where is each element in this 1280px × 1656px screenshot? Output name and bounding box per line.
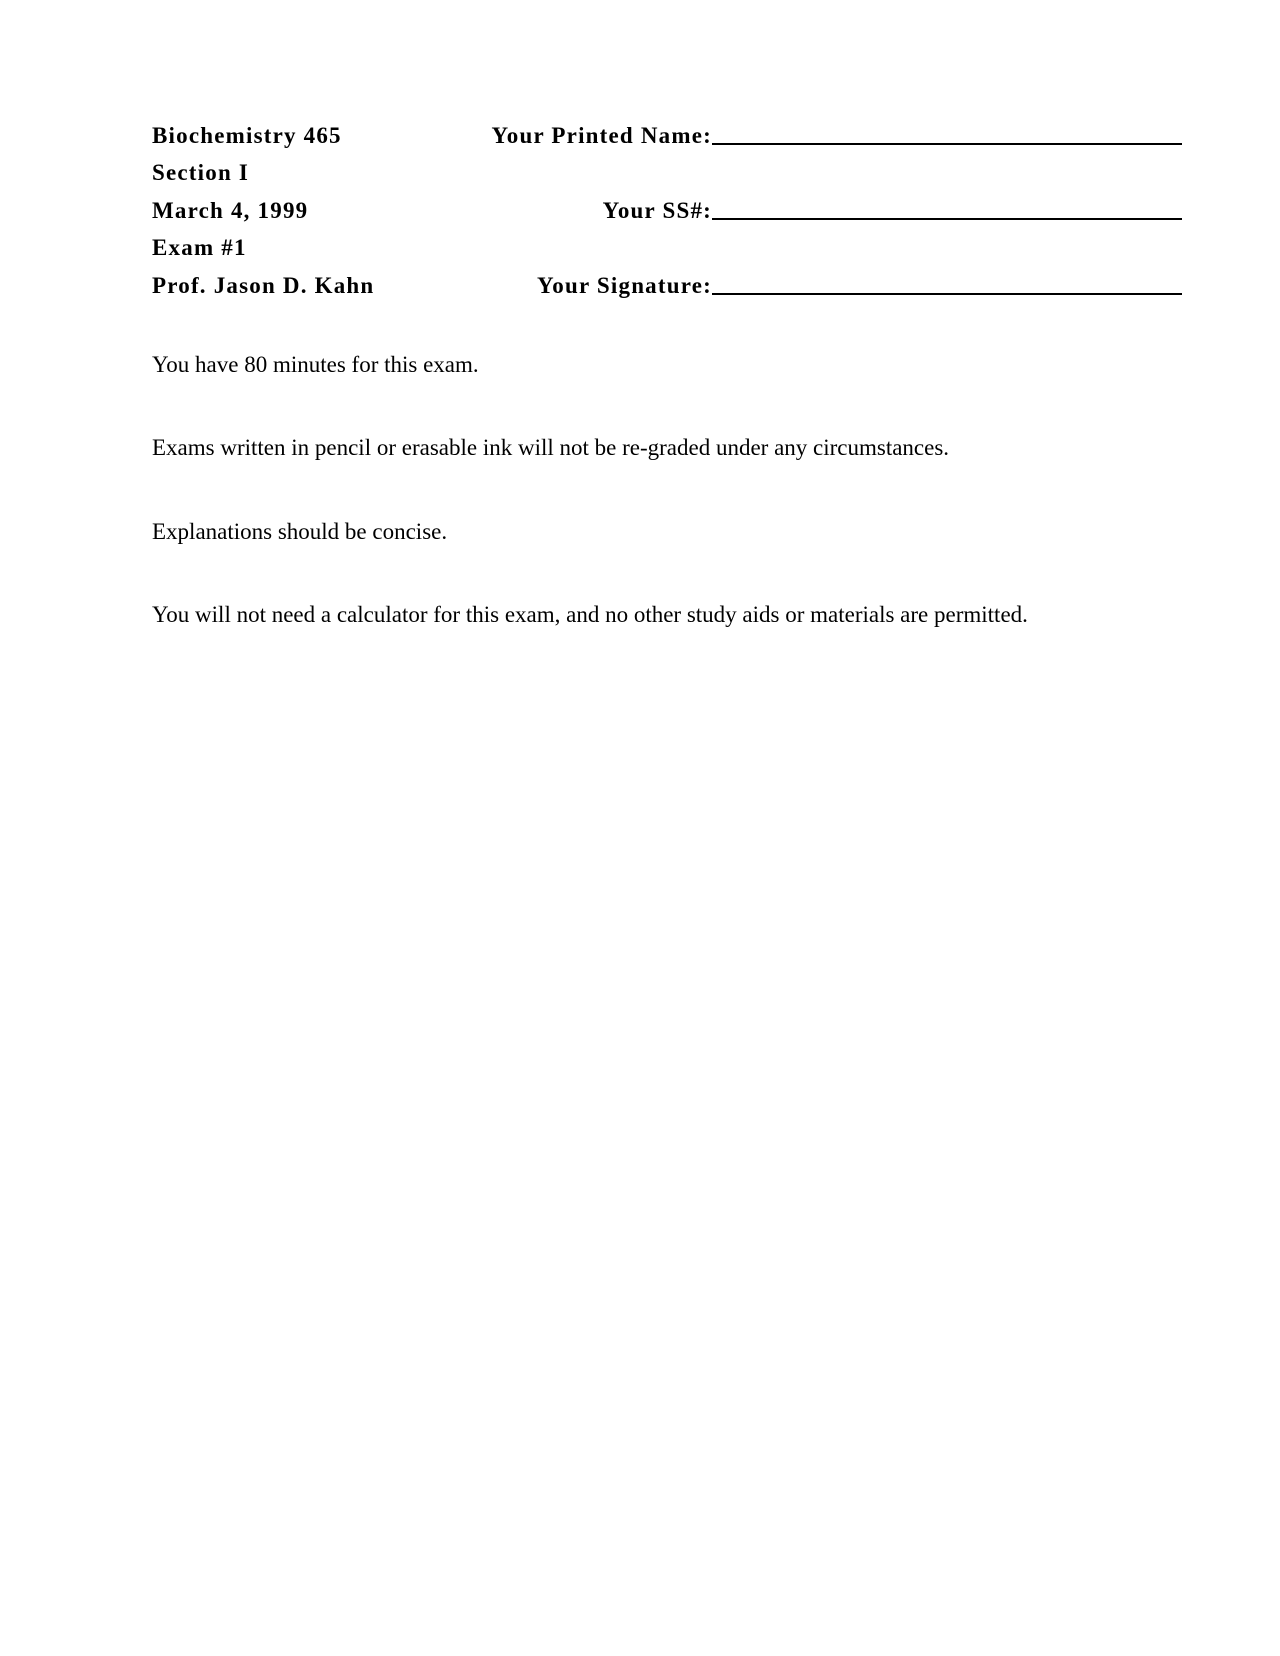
instruction-ink-policy: Exams written in pencil or erasable ink will not be re-graded under any circumstances. (152, 435, 950, 460)
ss-number-blank-line[interactable] (712, 200, 1182, 220)
ss-number-field[interactable] (603, 195, 1182, 227)
instruction-materials: You will not need a calculator for this exam, and no other study aids or materials are permitted. (152, 602, 1028, 627)
header-row-course (152, 120, 1182, 152)
header-row-professor (152, 270, 1182, 302)
instruction-concise: Explanations should be concise. (152, 519, 448, 544)
professor-name: Prof. Jason D. Kahn (152, 273, 375, 298)
section-label: Section I (152, 160, 250, 185)
signature-label: Your Signature: (537, 273, 712, 298)
header-row-section (152, 157, 1182, 189)
exam-date: March 4, 1999 (152, 198, 309, 223)
signature-blank-line[interactable] (712, 275, 1182, 295)
header-row-exam (152, 232, 1182, 264)
exam-number: Exam #1 (152, 235, 247, 260)
printed-name-blank-line[interactable] (712, 125, 1182, 145)
printed-name-label: Your Printed Name: (491, 123, 712, 148)
ss-number-label: Your SS#: (602, 198, 712, 223)
course-title: Biochemistry 465 (152, 123, 342, 148)
header-row-date (152, 195, 1182, 227)
signature-field[interactable] (537, 270, 1182, 302)
instruction-time-limit: You have 80 minutes for this exam. (152, 352, 479, 377)
printed-name-field[interactable] (492, 120, 1182, 152)
